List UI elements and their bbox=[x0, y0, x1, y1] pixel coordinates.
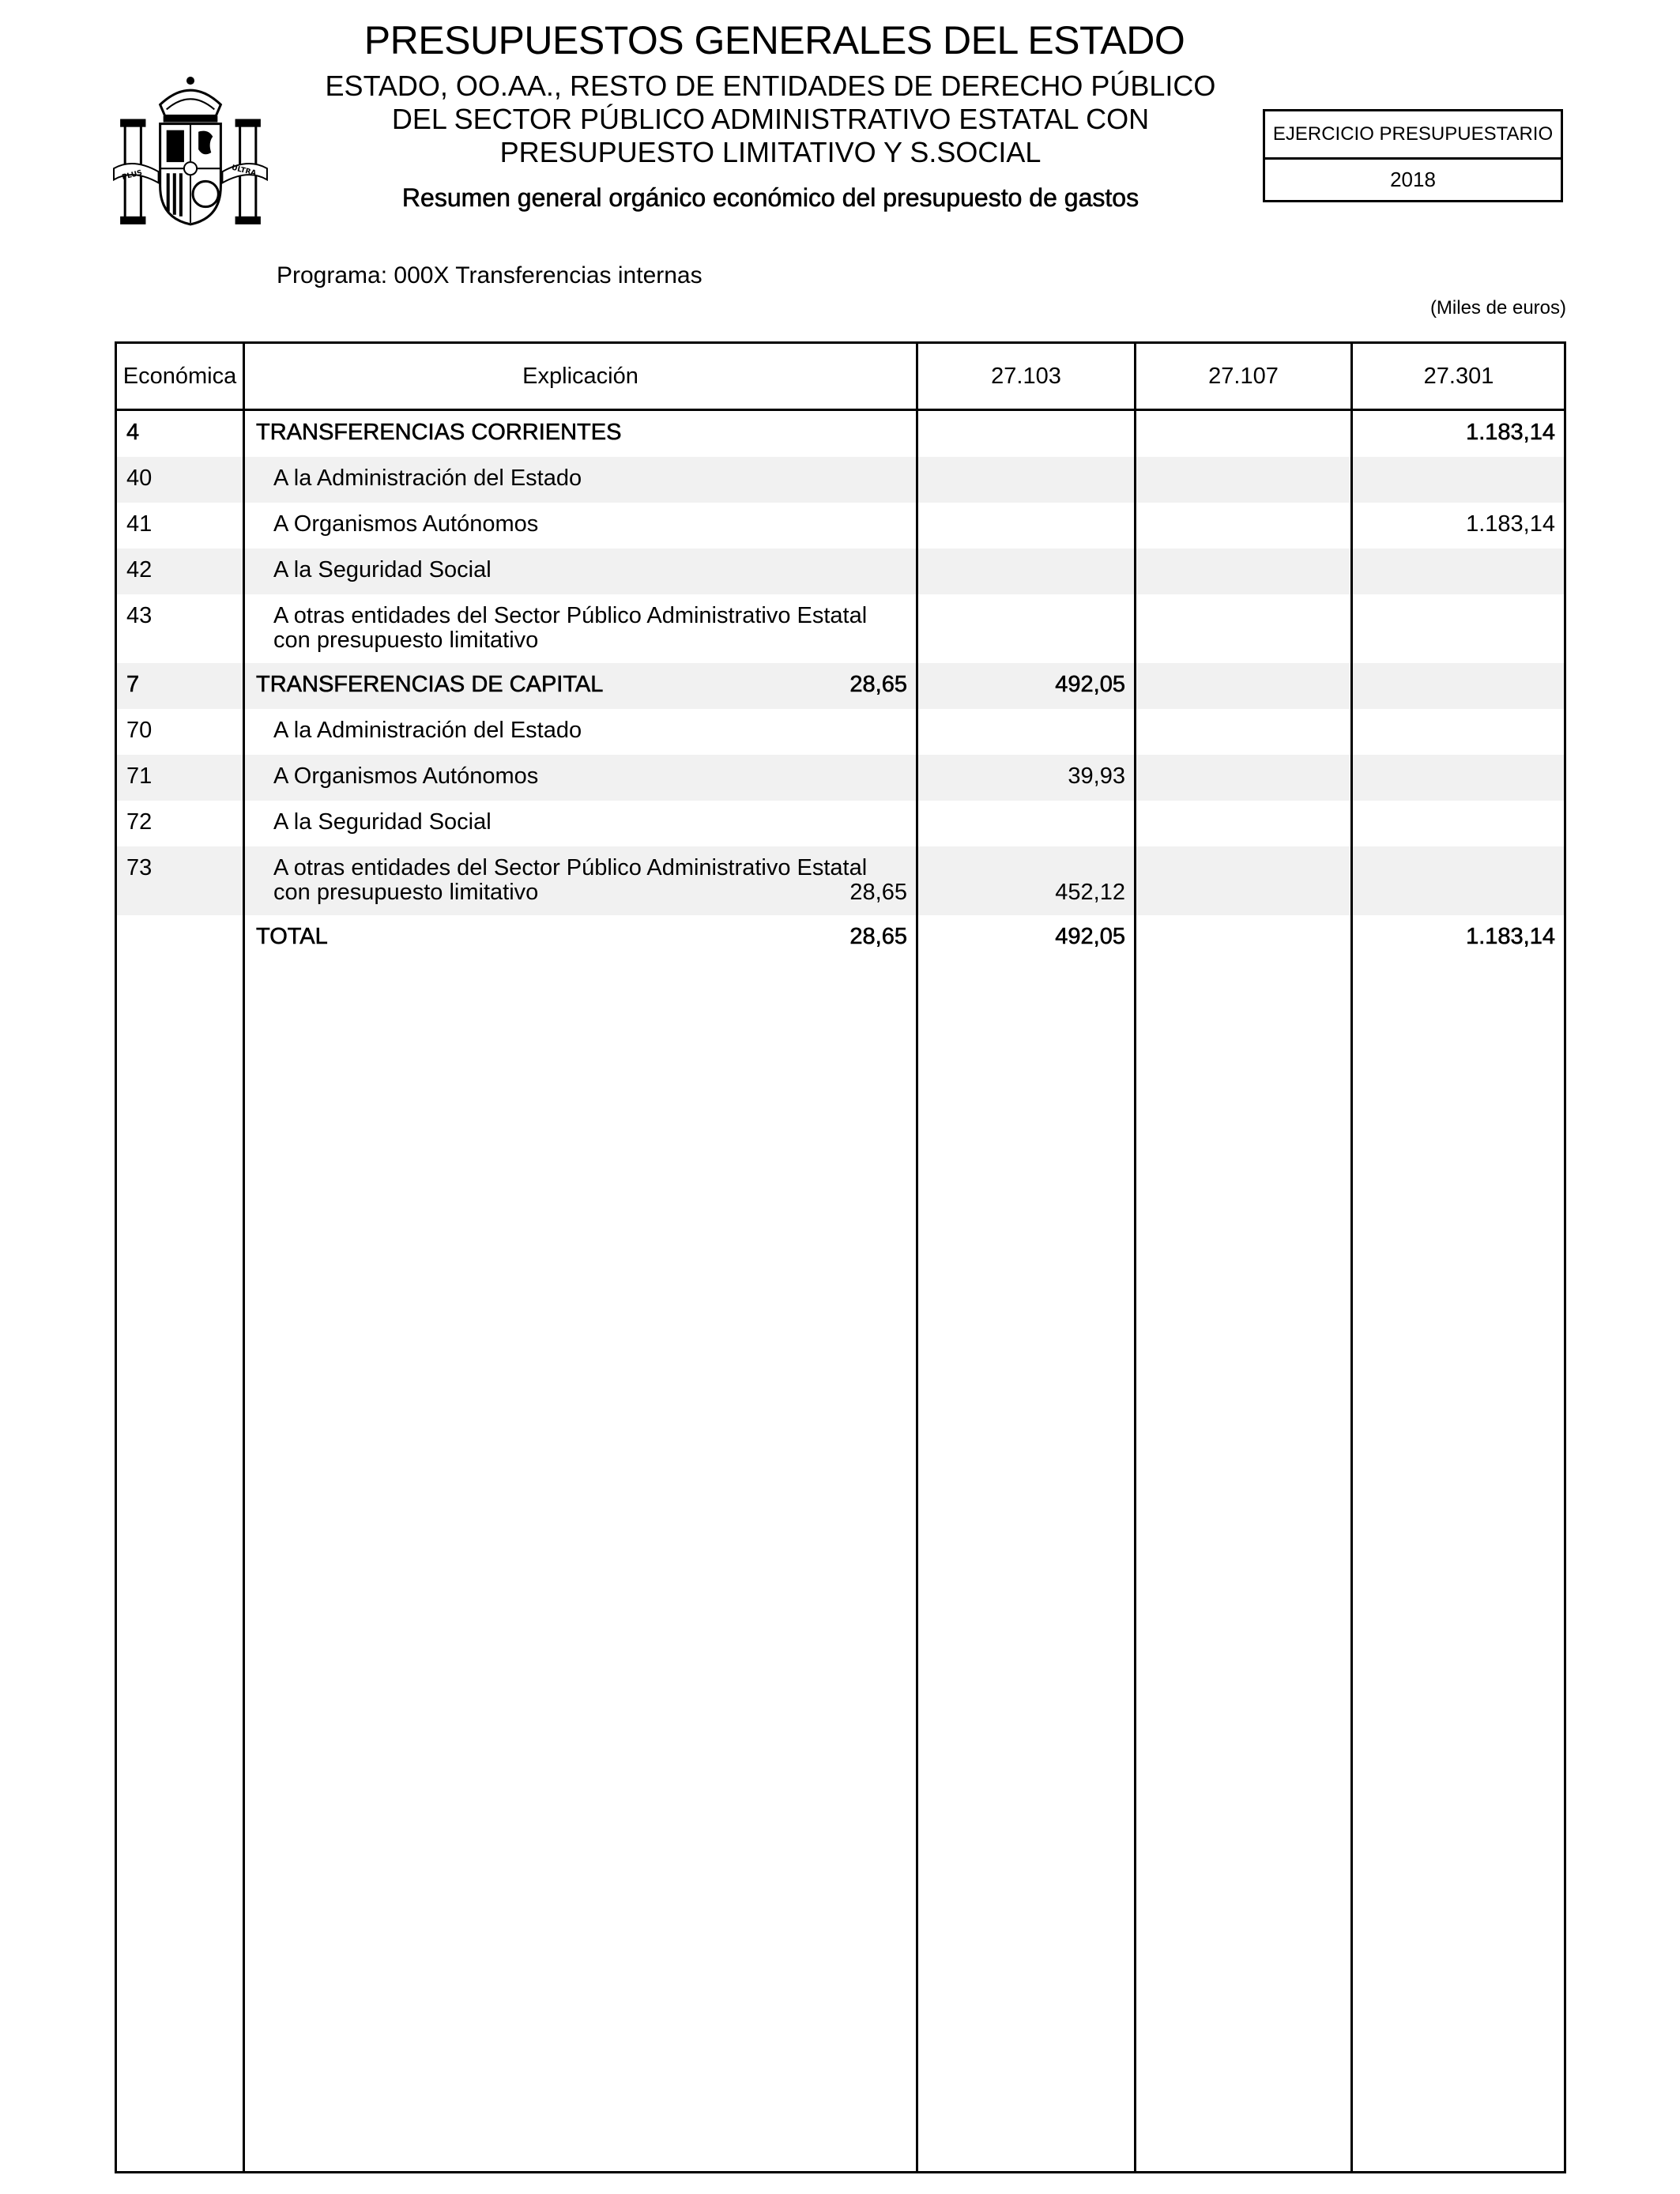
table-row bbox=[117, 457, 1564, 503]
row-value-27107: 492,05 bbox=[1055, 672, 1125, 697]
document-title: PRESUPUESTOS GENERALES DEL ESTADO bbox=[363, 18, 1185, 62]
seal-motto-right: ULTRA bbox=[230, 164, 258, 179]
table-row bbox=[117, 663, 1564, 709]
row-description: A la Administración del Estado bbox=[273, 466, 582, 491]
row-value-27107: 39,93 bbox=[1068, 763, 1125, 789]
document-description: Resumen general orgánico económico del presupuesto de gastos bbox=[401, 183, 1139, 212]
budget-table bbox=[115, 341, 1566, 2173]
subtitle-line: PRESUPUESTO LIMITATIVO Y S.SOCIAL bbox=[499, 136, 1042, 168]
column-header-explicacion: Explicación bbox=[522, 364, 638, 389]
column-header-27301: 27.301 bbox=[1423, 364, 1494, 389]
table-row bbox=[117, 755, 1564, 801]
table-row bbox=[117, 594, 1564, 663]
seal-motto-left: PLUS bbox=[121, 169, 144, 183]
row-code: 70 bbox=[126, 718, 153, 743]
row-description: A la Administración del Estado bbox=[273, 718, 582, 743]
row-code: 41 bbox=[126, 511, 153, 537]
document-subtitle bbox=[292, 70, 1249, 169]
header-divider bbox=[117, 409, 1564, 411]
units-label: (Miles de euros) bbox=[1430, 297, 1566, 319]
table-row bbox=[117, 503, 1564, 548]
row-description: A la Seguridad Social bbox=[273, 557, 492, 582]
row-value-27103: 28,65 bbox=[849, 880, 907, 905]
coat-of-arms-seal bbox=[111, 74, 270, 234]
row-code: 72 bbox=[126, 809, 153, 835]
row-description: TRANSFERENCIAS CORRIENTES bbox=[256, 420, 622, 445]
row-description: A Organismos Autónomos bbox=[273, 763, 539, 789]
row-value-27107: 492,05 bbox=[1055, 924, 1125, 949]
table-row bbox=[117, 709, 1564, 755]
row-value-27301: 1.183,14 bbox=[1466, 420, 1555, 445]
column-divider bbox=[916, 344, 918, 2171]
table-row bbox=[117, 411, 1564, 457]
table-row bbox=[117, 846, 1564, 915]
table-row bbox=[117, 801, 1564, 846]
row-code: 71 bbox=[126, 763, 153, 789]
row-value-27103: 28,65 bbox=[849, 672, 907, 697]
row-code: 4 bbox=[126, 420, 140, 445]
row-description: A otras entidades del Sector Público Administrativo Estatal bbox=[273, 855, 868, 880]
column-divider bbox=[1134, 344, 1136, 2171]
row-description: A otras entidades del Sector Público Administrativo Estatal bbox=[273, 603, 868, 628]
row-code: 42 bbox=[126, 557, 153, 582]
row-value-27107: 452,12 bbox=[1055, 880, 1125, 905]
row-description: A Organismos Autónomos bbox=[273, 511, 539, 537]
program-label: Programa: 000X Transferencias internas bbox=[277, 262, 703, 288]
table-row bbox=[117, 548, 1564, 594]
subtitle-line: DEL SECTOR PÚBLICO ADMINISTRATIVO ESTATAL CON bbox=[391, 103, 1150, 135]
row-description-cont: con presupuesto limitativo bbox=[273, 880, 539, 905]
column-divider bbox=[1350, 344, 1353, 2171]
row-code: 40 bbox=[126, 466, 153, 491]
column-header-economica: Económica bbox=[122, 364, 237, 389]
table-row bbox=[117, 915, 1564, 961]
row-description: TRANSFERENCIAS DE CAPITAL bbox=[256, 672, 604, 697]
row-value-27103: 28,65 bbox=[849, 924, 907, 949]
row-code: 73 bbox=[126, 855, 153, 880]
fiscal-year-label: EJERCICIO PRESUPUESTARIO bbox=[1265, 111, 1561, 160]
column-header-27103: 27.103 bbox=[991, 364, 1061, 389]
column-header-27107: 27.107 bbox=[1208, 364, 1279, 389]
fiscal-year-value: 2018 bbox=[1390, 168, 1436, 191]
row-code: 7 bbox=[126, 672, 140, 697]
row-description: TOTAL bbox=[256, 924, 328, 949]
column-divider bbox=[243, 344, 245, 2171]
row-value-27301: 1.183,14 bbox=[1466, 924, 1555, 949]
subtitle-line: ESTADO, OO.AA., RESTO DE ENTIDADES DE DERECHO PÚBLICO bbox=[325, 70, 1216, 102]
row-value-27301: 1.183,14 bbox=[1466, 511, 1555, 537]
fiscal-year-box bbox=[1263, 109, 1563, 202]
row-code: 43 bbox=[126, 603, 153, 628]
row-description: A la Seguridad Social bbox=[273, 809, 492, 835]
row-description-cont: con presupuesto limitativo bbox=[273, 628, 539, 653]
